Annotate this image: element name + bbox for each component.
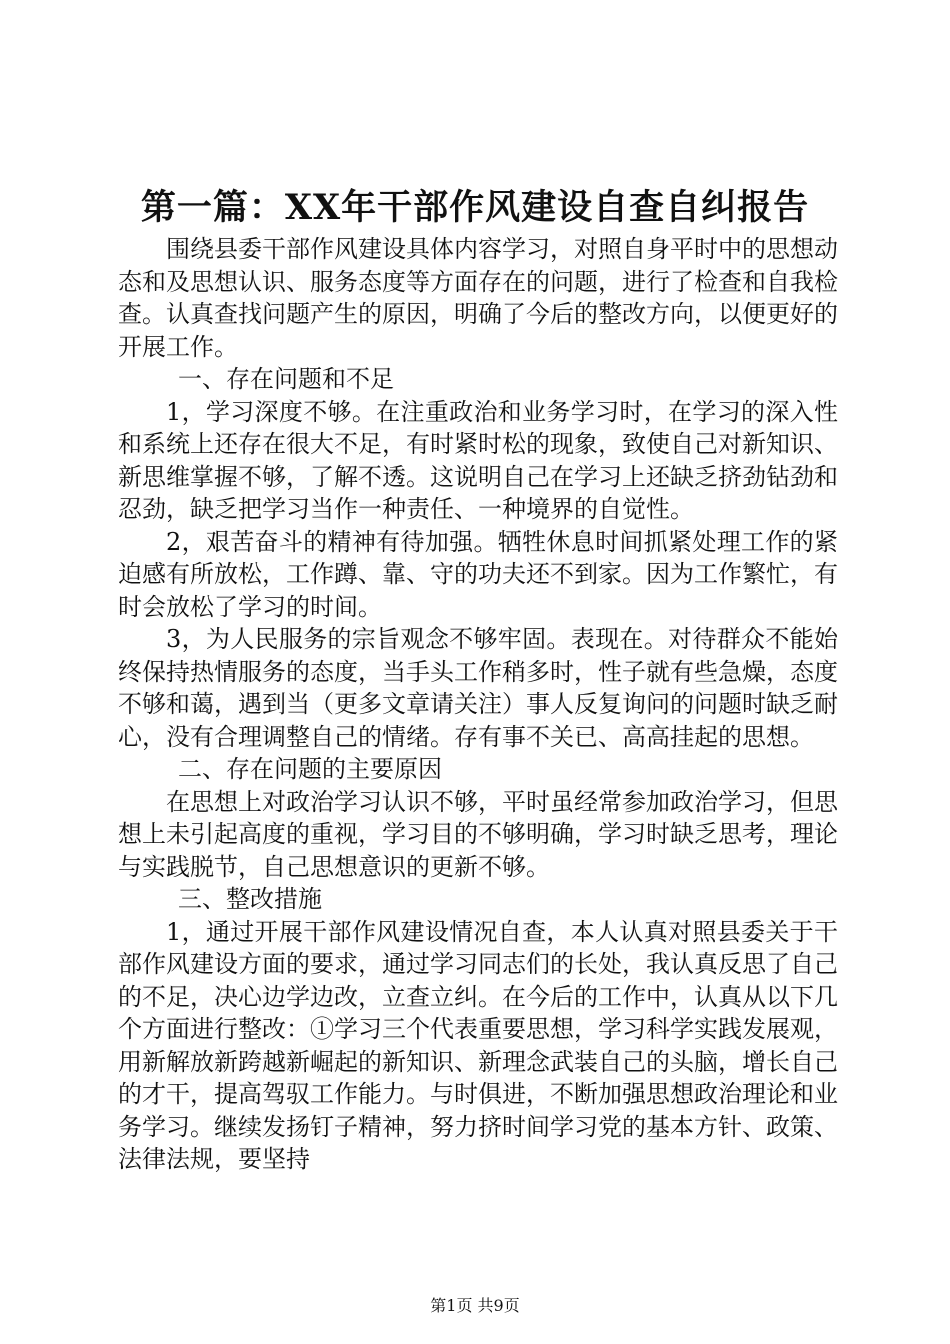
section-heading-problems: 一、存在问题和不足	[178, 365, 394, 393]
page-footer: 第1页 共9页	[430, 1296, 520, 1315]
section-heading-causes: 二、存在问题的主要原因	[178, 755, 442, 783]
paragraph-intro: 围绕县委干部作风建设具体内容学习，对照自身平时中的思想动态和及思想认识、服务态度等方面存在的问题，进行了检查和自我检查。认真查找问题产生的原因，明确了今后的整改方向，以便更好的开展工作。	[118, 235, 838, 361]
paragraph-problem-3: 3，为人民服务的宗旨观念不够牢固。表现在。对待群众不能始终保持热情服务的态度，当手头工作稍多时，性子就有些急燥，态度不够和蔼，遇到当（更多文章请关注）事人反复询问的问题时缺乏耐心，没有合理调整自己的情绪。存有事不关已、高高挂起的思想。	[118, 625, 838, 751]
paragraph-problem-1: 1，学习深度不够。在注重政治和业务学习时，在学习的深入性和系统上还存在很大不足，有时紧时松的现象，致使自己对新知识、新思维掌握不够，了解不透。这说明自己在学习上还缺乏挤劲钻劲和忍劲，缺乏把学习当作一种责任、一种境界的自觉性。	[118, 397, 838, 523]
paragraph-causes: 在思想上对政治学习认识不够，平时虽经常参加政治学习，但思想上未引起高度的重视，学习目的不够明确，学习时缺乏思考，理论与实践脱节，自己思想意识的更新不够。	[118, 787, 838, 881]
paragraph-measure-1: 1，通过开展干部作风建设情况自查，本人认真对照县委关于干部作风建设方面的要求，通过学习同志们的长处，我认真反思了自己的不足，决心边学边改，立查立纠。在今后的工作中，认真从以下几个方面进行整改：①学习三个代表重要思想，学习科学实践发展观，用新解放新跨越新崛起的新知识、新理念武装自己的头脑，增长自己的才干，提高驾驭工作能力。与时俱进，不断加强思想政治理论和业务学习。继续发扬钉子精神，努力挤时间学习党的基本方针、政策、法律法规，要坚持	[118, 917, 838, 1173]
section-heading-measures: 三、整改措施	[178, 885, 322, 913]
document-title: 第一篇：XX年干部作风建设自查自纠报告	[140, 187, 810, 228]
paragraph-problem-2: 2，艰苦奋斗的精神有待加强。牺牲休息时间抓紧处理工作的紧迫感有所放松，工作蹲、靠、守的功夫还不到家。因为工作繁忙，有时会放松了学习的时间。	[118, 527, 838, 621]
document-body	[118, 233, 838, 1176]
